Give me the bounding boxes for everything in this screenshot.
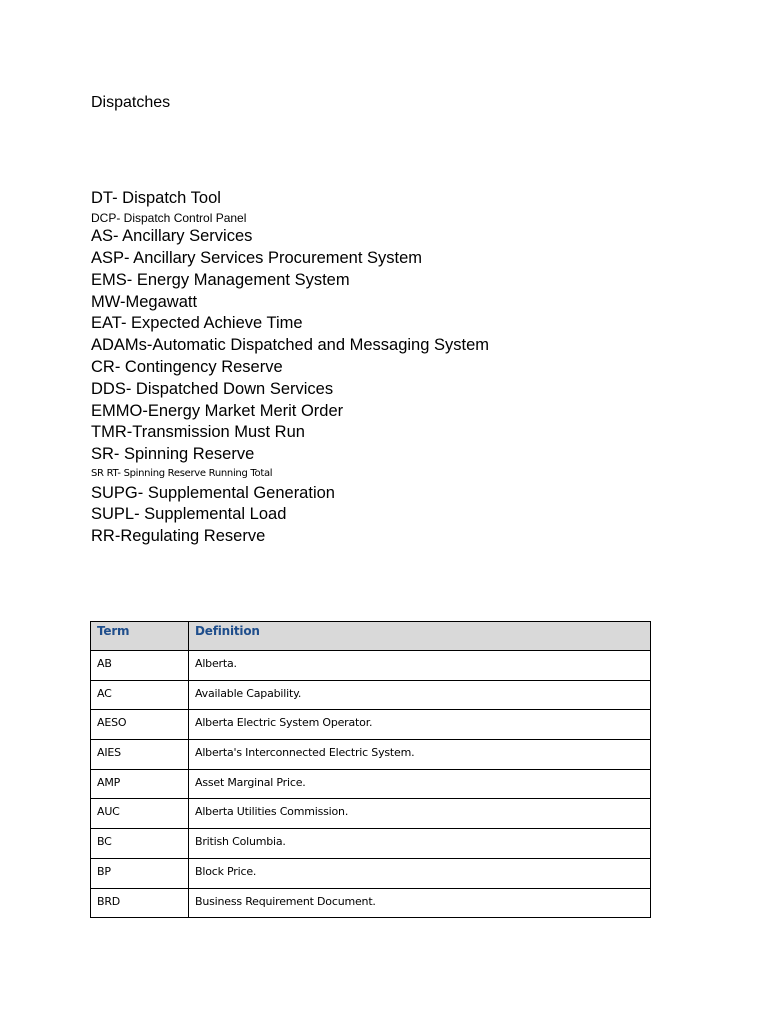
glossary-header-term: Term: [91, 622, 189, 651]
abbreviation-item: ASP- Ancillary Services Procurement System: [91, 249, 423, 268]
glossary-definition-cell: Available Capability.: [189, 680, 651, 710]
abbreviation-item: AS- Ancillary Services: [91, 227, 253, 246]
table-row: [91, 740, 651, 770]
abbreviation-item: DCP- Dispatch Control Panel: [91, 210, 247, 225]
abbreviation-item: SUPL- Supplemental Load: [91, 505, 287, 524]
abbreviation-item: EMMO-Energy Market Merit Order: [91, 401, 344, 420]
table-row: [91, 829, 651, 859]
glossary-term-cell: AESO: [91, 710, 189, 740]
glossary-term-cell: BP: [91, 858, 189, 888]
abbreviation-item: SR RT- Spinning Reserve Running Total: [91, 468, 273, 480]
abbreviation-item: RR-Regulating Reserve: [91, 527, 266, 546]
glossary-definition-cell: Business Requirement Document.: [189, 888, 651, 918]
glossary-term-cell: AUC: [91, 799, 189, 829]
abbreviation-item: CR- Contingency Reserve: [91, 358, 283, 377]
abbreviation-item: SR- Spinning Reserve: [91, 445, 255, 464]
table-row: [91, 680, 651, 710]
glossary-definition-cell: Alberta Utilities Commission.: [189, 799, 651, 829]
abbreviation-item: DT- Dispatch Tool: [91, 189, 221, 207]
table-row: [91, 858, 651, 888]
abbreviation-item: SUPG- Supplemental Generation: [91, 483, 335, 502]
glossary-body: [91, 651, 651, 918]
glossary-definition-cell: Asset Marginal Price.: [189, 769, 651, 799]
abbreviation-item: DDS- Dispatched Down Services: [91, 379, 334, 398]
glossary-definition-cell: British Columbia.: [189, 829, 651, 859]
glossary-term-cell: AMP: [91, 769, 189, 799]
glossary-term-cell: AC: [91, 680, 189, 710]
glossary-definition-cell: Block Price.: [189, 858, 651, 888]
glossary-header-definition: Definition: [189, 622, 651, 651]
abbreviation-item: EMS- Energy Management System: [91, 270, 350, 289]
document-heading: Dispatches: [91, 94, 171, 111]
glossary-term-cell: BRD: [91, 888, 189, 918]
glossary-header-row: [91, 622, 651, 651]
glossary-table: [90, 621, 651, 918]
abbreviation-list: [91, 188, 489, 548]
glossary-definition-cell: Alberta's Interconnected Electric System.: [189, 740, 651, 770]
abbreviation-item: TMR-Transmission Must Run: [91, 423, 305, 442]
abbreviation-item: MW-Megawatt: [91, 292, 198, 311]
table-row: [91, 799, 651, 829]
abbreviation-item: ADAMs-Automatic Dispatched and Messaging System: [91, 336, 489, 355]
glossary-term-cell: BC: [91, 829, 189, 859]
table-row: [91, 888, 651, 918]
glossary-definition-cell: Alberta Electric System Operator.: [189, 710, 651, 740]
glossary-term-cell: AIES: [91, 740, 189, 770]
abbreviation-item: EAT- Expected Achieve Time: [91, 314, 303, 333]
table-row: [91, 769, 651, 799]
table-row: [91, 710, 651, 740]
table-row: [91, 651, 651, 681]
glossary-term-cell: AB: [91, 651, 189, 681]
glossary-definition-cell: Alberta.: [189, 651, 651, 681]
